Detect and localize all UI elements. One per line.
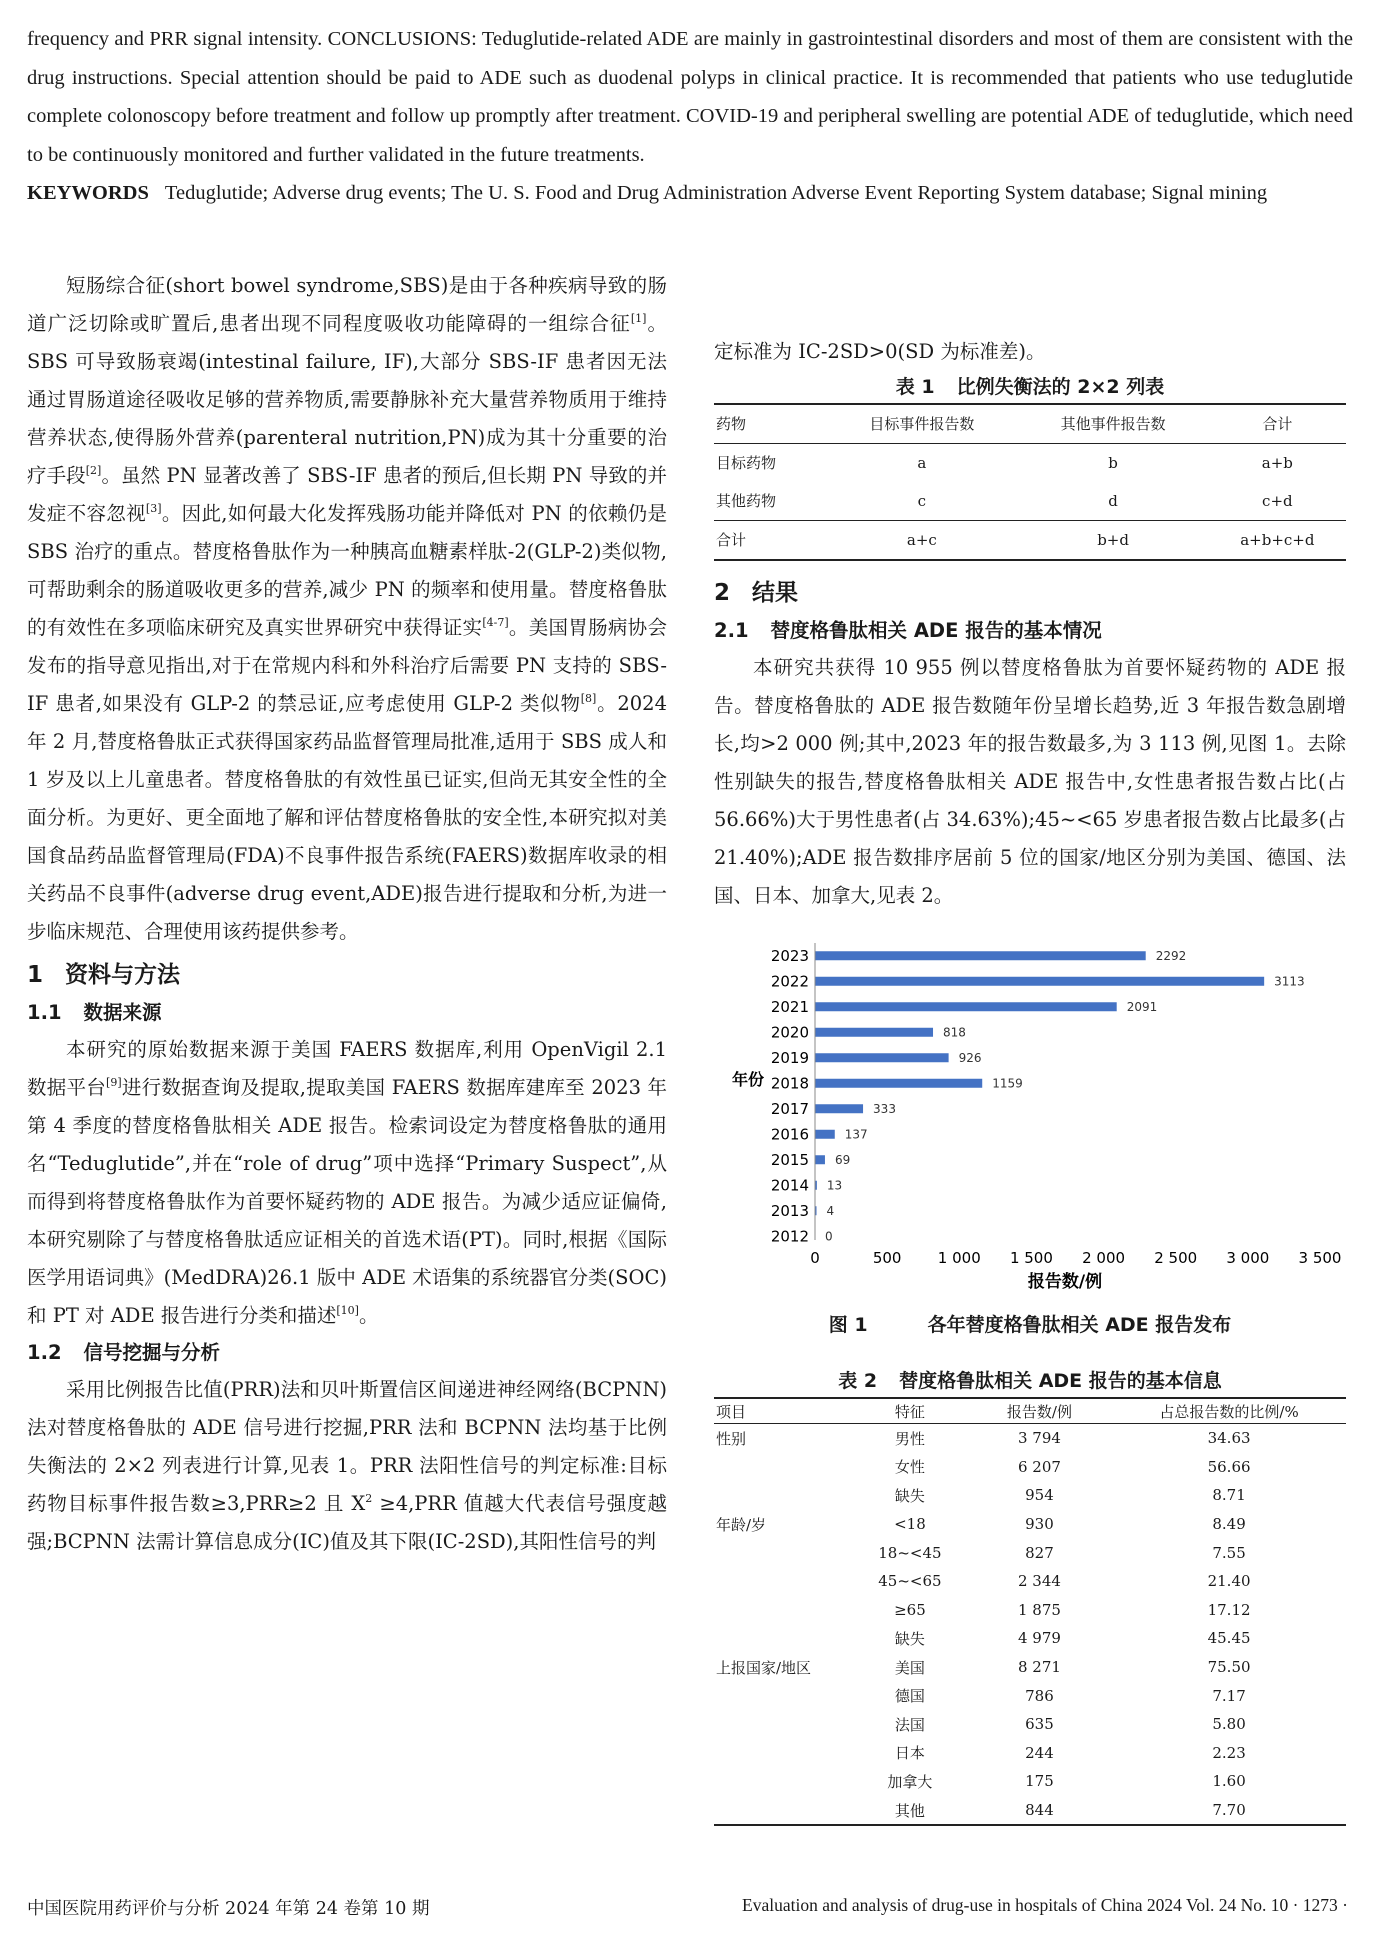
- table-cell: [714, 1796, 853, 1826]
- table-cell: 954: [1025, 1486, 1054, 1505]
- table-cell: [714, 1710, 853, 1739]
- table-row: [714, 1538, 1346, 1567]
- table-cell: 34.63: [1207, 1429, 1251, 1448]
- bar-2023: [815, 951, 1146, 960]
- table-cell: 6 207: [1017, 1457, 1061, 1476]
- table-cell: 美国: [894, 1658, 925, 1677]
- table-header: 占总报告数的比例/%: [1112, 1398, 1346, 1424]
- citation[interactable]: [1]: [630, 312, 647, 325]
- x-tick-label: 1 000: [937, 1249, 981, 1267]
- table-cell: 其他: [853, 1796, 967, 1826]
- table-cell: 21.40: [1207, 1572, 1251, 1591]
- table-cell: 德国: [894, 1687, 925, 1706]
- section-1-heading: 1 资料与方法: [27, 962, 181, 988]
- table-cell: 缺失: [894, 1629, 925, 1648]
- table-cell: [714, 1453, 853, 1482]
- data-label: 3113: [1274, 974, 1305, 989]
- data-label: 333: [873, 1101, 896, 1116]
- table-cell: 8.71: [1212, 1486, 1246, 1505]
- table-header: 药物: [714, 404, 826, 444]
- table-cell: [714, 1567, 853, 1596]
- y-tick-label: 2023: [770, 946, 809, 965]
- table-header: 项目: [714, 1398, 853, 1424]
- data-label: 0: [825, 1229, 833, 1244]
- keywords-line: [27, 174, 1353, 213]
- data-label: 2292: [1155, 948, 1187, 963]
- citation[interactable]: [10]: [336, 1304, 359, 1317]
- x-tick-label: 1 500: [1009, 1249, 1053, 1267]
- table-cell: 244: [1025, 1743, 1054, 1762]
- table-cell: 8 271: [1017, 1658, 1061, 1677]
- table-cell: 年龄/岁: [716, 1515, 767, 1534]
- y-tick-label: 2014: [770, 1176, 809, 1195]
- table-cell: [714, 1481, 853, 1510]
- x-tick-label: 2 500: [1154, 1249, 1198, 1267]
- table-cell: [714, 1767, 853, 1796]
- table-row: [714, 1681, 1346, 1710]
- table-1-caption: 表 1 比例失衡法的 2×2 列表: [895, 376, 1165, 398]
- citation[interactable]: [4-7]: [482, 616, 509, 629]
- section-2-1-heading: 2.1 替度格鲁肽相关 ADE 报告的基本情况: [714, 619, 1102, 642]
- table-row: [714, 1424, 1346, 1453]
- figure-1-caption: 图 1 各年替度格鲁肽相关 ADE 报告发布: [828, 1314, 1232, 1336]
- section-2-heading: 2 结果: [714, 580, 799, 606]
- table-cell: 8.49: [1212, 1515, 1246, 1534]
- table-row: [714, 1481, 1346, 1510]
- section-1-1-paragraph: 本研究的原始数据来源于美国 FAERS 数据库,利用 OpenVigil 2.1 数据平台[9]进行数据查询及提取,提取美国 FAERS 数据库建库至 2023 年第 4 季度的替度格鲁肽相关 ADE 报告。检索词设定为替度格鲁肽的通用名“Teduglutide”,并在“role of drug”项中选择“Primary Suspect”,从而得到将替度格鲁肽作为首要怀疑药物的 ADE 报告。为减少适应证偏倚,本研究剔除了与替度格鲁肽适应证相关的首选术语(PT)。同时,根据《国际医学用语词典》(MedDRA)26.1 版中 ADE 术语集的系统器官分类(SOC)和 PT 对 ADE 报告进行分类和描述[10]。: [27, 1038, 667, 1327]
- table-cell: 3 794: [1017, 1429, 1061, 1448]
- table-2-block: [714, 1365, 1346, 1826]
- table-cell: 45.45: [1207, 1629, 1251, 1648]
- data-label: 13: [826, 1178, 843, 1193]
- table-cell: 930: [1025, 1515, 1054, 1534]
- table-cell: 827: [1025, 1543, 1054, 1562]
- table-header: 合计: [1209, 404, 1346, 444]
- y-tick-label: 2019: [770, 1048, 809, 1067]
- table-1: [714, 403, 1346, 561]
- data-label: 69: [834, 1152, 851, 1167]
- section-1-1-heading: 1.1 数据来源: [27, 1001, 162, 1024]
- table-row: [714, 1796, 1346, 1826]
- right-column: [714, 333, 1346, 915]
- table-cell: 法国: [894, 1715, 925, 1734]
- data-label: 2091: [1126, 999, 1158, 1014]
- table-row: [714, 1739, 1346, 1768]
- table-cell: 175: [1025, 1772, 1054, 1791]
- bar-2022: [815, 977, 1264, 986]
- table-row: 目标药物 a b a+b: [716, 454, 1293, 472]
- table-cell: 上报国家/地区: [716, 1658, 812, 1677]
- citation[interactable]: [3]: [145, 502, 162, 515]
- y-tick-label: 2020: [770, 1023, 809, 1042]
- table-cell: 男性: [894, 1429, 925, 1448]
- table-row: 其他药物 c d c+d: [716, 492, 1293, 510]
- table-header: 其他事件报告数: [1017, 404, 1208, 444]
- keywords-text: Teduglutide; Adverse drug events; The U. S. Food and Drug Administration Adverse Event Reporting System database; Signal mining: [164, 182, 1268, 204]
- table-cell: 缺失: [894, 1486, 925, 1505]
- table-cell: [714, 1681, 853, 1710]
- y-axis-title: 年份: [731, 1070, 765, 1089]
- table-cell: 635: [1025, 1715, 1054, 1734]
- table-header: 目标事件报告数: [826, 404, 1017, 444]
- left-column: [27, 267, 667, 1561]
- bar-2015: [815, 1155, 825, 1164]
- data-label: 818: [943, 1025, 966, 1040]
- table-row: [714, 1767, 1346, 1796]
- table-row: [714, 1710, 1346, 1739]
- y-tick-label: 2018: [770, 1074, 809, 1093]
- section-1-2-heading: 1.2 信号挖掘与分析: [27, 1341, 221, 1364]
- section-2-1-paragraph: 本研究共获得 10 955 例以替度格鲁肽为首要怀疑药物的 ADE 报告。替度格鲁肽的 ADE 报告数随年份呈增长趋势,近 3 年报告数急剧增长,均>2 000 例;其中,2023 年的报告数最多,为 3 113 例,见图 1。去除性别缺失的报告,替度格鲁肽相关 ADE 报告中,女性患者报告数占比(占 56.66%)大于男性患者(占 34.63%);45~<65 岁患者报告数占比最多(占 21.40%);ADE 报告数排序居前 5 位的国家/地区分别为美国、德国、法国、日本、加拿大,见表 2。: [714, 656, 1346, 907]
- table-cell: 7.70: [1112, 1796, 1346, 1826]
- table-header: 特征: [853, 1398, 967, 1424]
- continued-paragraph: 定标准为 IC-2SD>0(SD 为标准差)。: [714, 340, 1046, 363]
- table-cell: 5.80: [1212, 1715, 1246, 1734]
- bar-2017: [815, 1104, 863, 1113]
- table-cell: 2 344: [1017, 1572, 1061, 1591]
- table-row: [714, 1653, 1346, 1682]
- citation[interactable]: [8]: [580, 692, 597, 705]
- table-cell: 18~<45: [878, 1543, 942, 1562]
- abstract-text: frequency and PRR signal intensity. CONCLUSIONS: Teduglutide-related ADE are mainly in gastrointestinal disorders and most of them are consistent with the drug instructions. Special attention should be paid to ADE such as duodenal polyps in clinical practice. It is recommended that patients who use teduglutide complete colonoscopy before treatment and follow up promptly after treatment. COVID-19 and peripheral swelling are potential ADE of teduglutide, which need to be continuously monitored and further validated in the future treatments.: [27, 28, 1353, 166]
- table-cell: 加拿大: [887, 1772, 933, 1791]
- table-cell: [714, 1624, 853, 1653]
- table-cell: [714, 1538, 853, 1567]
- x-tick-label: 2 000: [1082, 1249, 1126, 1267]
- table-cell: 2.23: [1212, 1743, 1246, 1762]
- y-tick-label: 2016: [770, 1125, 809, 1144]
- table-cell: ≥65: [894, 1600, 926, 1619]
- table-cell: 4 979: [1017, 1629, 1061, 1648]
- table-cell: 性别: [716, 1429, 747, 1448]
- y-tick-label: 2022: [770, 972, 809, 991]
- bar-2021: [815, 1002, 1117, 1011]
- bar-2018: [815, 1079, 982, 1088]
- citation[interactable]: [9]: [106, 1076, 122, 1089]
- table-cell: 1.60: [1212, 1772, 1246, 1791]
- table-cell: 75.50: [1207, 1658, 1251, 1677]
- data-label: 926: [958, 1050, 982, 1065]
- table-2-caption: 表 2 替度格鲁肽相关 ADE 报告的基本信息: [838, 1370, 1222, 1392]
- abstract-block: [27, 20, 1353, 213]
- table-cell: 786: [1025, 1686, 1054, 1705]
- table-cell: 844: [967, 1796, 1112, 1826]
- bar-2020: [815, 1028, 933, 1037]
- table-cell: 女性: [894, 1458, 925, 1477]
- footer-journal-en: Evaluation and analysis of drug-use in hospitals of China 2024 Vol. 24 No. 10 · 1273 ·: [742, 1895, 1348, 1915]
- table-cell: 56.66: [1207, 1457, 1251, 1476]
- table-cell: 7.17: [1212, 1686, 1246, 1705]
- keywords-label: KEYWORDS: [27, 182, 149, 204]
- data-label: 4: [826, 1203, 835, 1218]
- citation[interactable]: [2]: [85, 464, 102, 477]
- x-tick-label: 500: [872, 1249, 902, 1267]
- y-tick-label: 2012: [770, 1227, 809, 1246]
- section-1-2-paragraph: 采用比例报告比值(PRR)法和贝叶斯置信区间递进神经网络(BCPNN)法对替度格鲁肽的 ADE 信号进行挖掘,PRR 法和 BCPNN 法均基于比例失衡法的 2×2 列表进行计算,见表 1。PRR 法阳性信号的判定标准:目标药物目标事件报告数≥3,PRR≥2 且 $X^2 \ge 4,PRR$ 值越大代表信号强度越强;BCPNN 法需计算信息成分(IC)值及其下限(IC-2SD),其阳性信号的判: [27, 1378, 667, 1553]
- bar-2016: [815, 1130, 835, 1139]
- table-cell: 17.12: [1207, 1600, 1251, 1619]
- x-tick-label: 0: [810, 1249, 820, 1267]
- footer-journal-cn: 中国医院用药评价与分析 2024 年第 24 卷第 10 期: [27, 1899, 430, 1919]
- table-cell: 45~<65: [878, 1572, 942, 1591]
- y-tick-label: 2013: [770, 1201, 809, 1220]
- y-tick-label: 2017: [770, 1099, 809, 1118]
- table-row: [714, 1453, 1346, 1482]
- table-row: [714, 1567, 1346, 1596]
- table-cell: [714, 1739, 853, 1768]
- table-cell: 1 875: [1017, 1600, 1061, 1619]
- x-tick-label: 3 500: [1298, 1249, 1342, 1267]
- table-row: 合计 a+c b+d a+b+c+d: [714, 521, 1346, 561]
- table-2: [714, 1397, 1346, 1826]
- x-axis-title: 报告数/例: [1027, 1272, 1103, 1292]
- x-tick-label: 3 000: [1226, 1249, 1270, 1267]
- table-header: 报告数/例: [967, 1398, 1112, 1424]
- y-tick-label: 2021: [770, 997, 809, 1016]
- data-label: 1159: [992, 1076, 1023, 1091]
- table-row: [714, 1624, 1346, 1653]
- bar-2019: [815, 1053, 949, 1062]
- table-row: [714, 1510, 1346, 1539]
- table-cell: <18: [894, 1515, 926, 1534]
- y-tick-label: 2015: [770, 1150, 809, 1169]
- table-cell: 日本: [894, 1744, 925, 1763]
- intro-paragraph: 短肠综合征(short bowel syndrome,SBS)是由于各种疾病导致的肠道广泛切除或旷置后,患者出现不同程度吸收功能障碍的一组综合征[1]。SBS 可导致肠衰竭(intestinal failure, IF),大部分 SBS-IF 患者因无法通过胃肠道途径吸收足够的营养物质,需要静脉补充大量营养物质用于维持营养状态,使得肠外营养(parenteral nutrition,PN)成为其十分重要的治疗手段[2]。虽然 PN 显著改善了 SBS-IF 患者的预后,但长期 PN 导致的并发症不容忽视[3]。因此,如何最大化发挥残肠功能并降低对 PN 的依赖仍是 SBS 治疗的重点。替度格鲁肽作为一种胰高血糖素样肽-2(GLP-2)类似物,可帮助剩余的肠道吸收更多的营养,减少 PN 的频率和使用量。替度格鲁肽的有效性在多项临床研究及真实世界研究中获得证实[4-7]。美国胃肠病协会发布的指导意见指出,对于在常规内科和外科治疗后需要 PN 支持的 SBS-IF 患者,如果没有 GLP-2 的禁忌证,应考虑使用 GLP-2 类似物[8]。2024 年 2 月,替度格鲁肽正式获得国家药品监督管理局批准,适用于 SBS 成人和 1 岁及以上儿童患者。替度格鲁肽的有效性虽已证实,但尚无其安全性的全面分析。为更好、更全面地了解和评估替度格鲁肽的安全性,本研究拟对美国食品药品监督管理局(FDA)不良事件报告系统(FAERS)数据库收录的相关药品不良事件(adverse drug event,ADE)报告进行提取和分析,为进一步临床规范、合理使用该药提供参考。: [27, 274, 667, 943]
- table-row: [714, 1596, 1346, 1625]
- figure-1-chart: [720, 925, 1350, 1305]
- table-cell: 7.55: [1212, 1543, 1246, 1562]
- data-label: 137: [844, 1127, 868, 1142]
- table-cell: [714, 1596, 853, 1625]
